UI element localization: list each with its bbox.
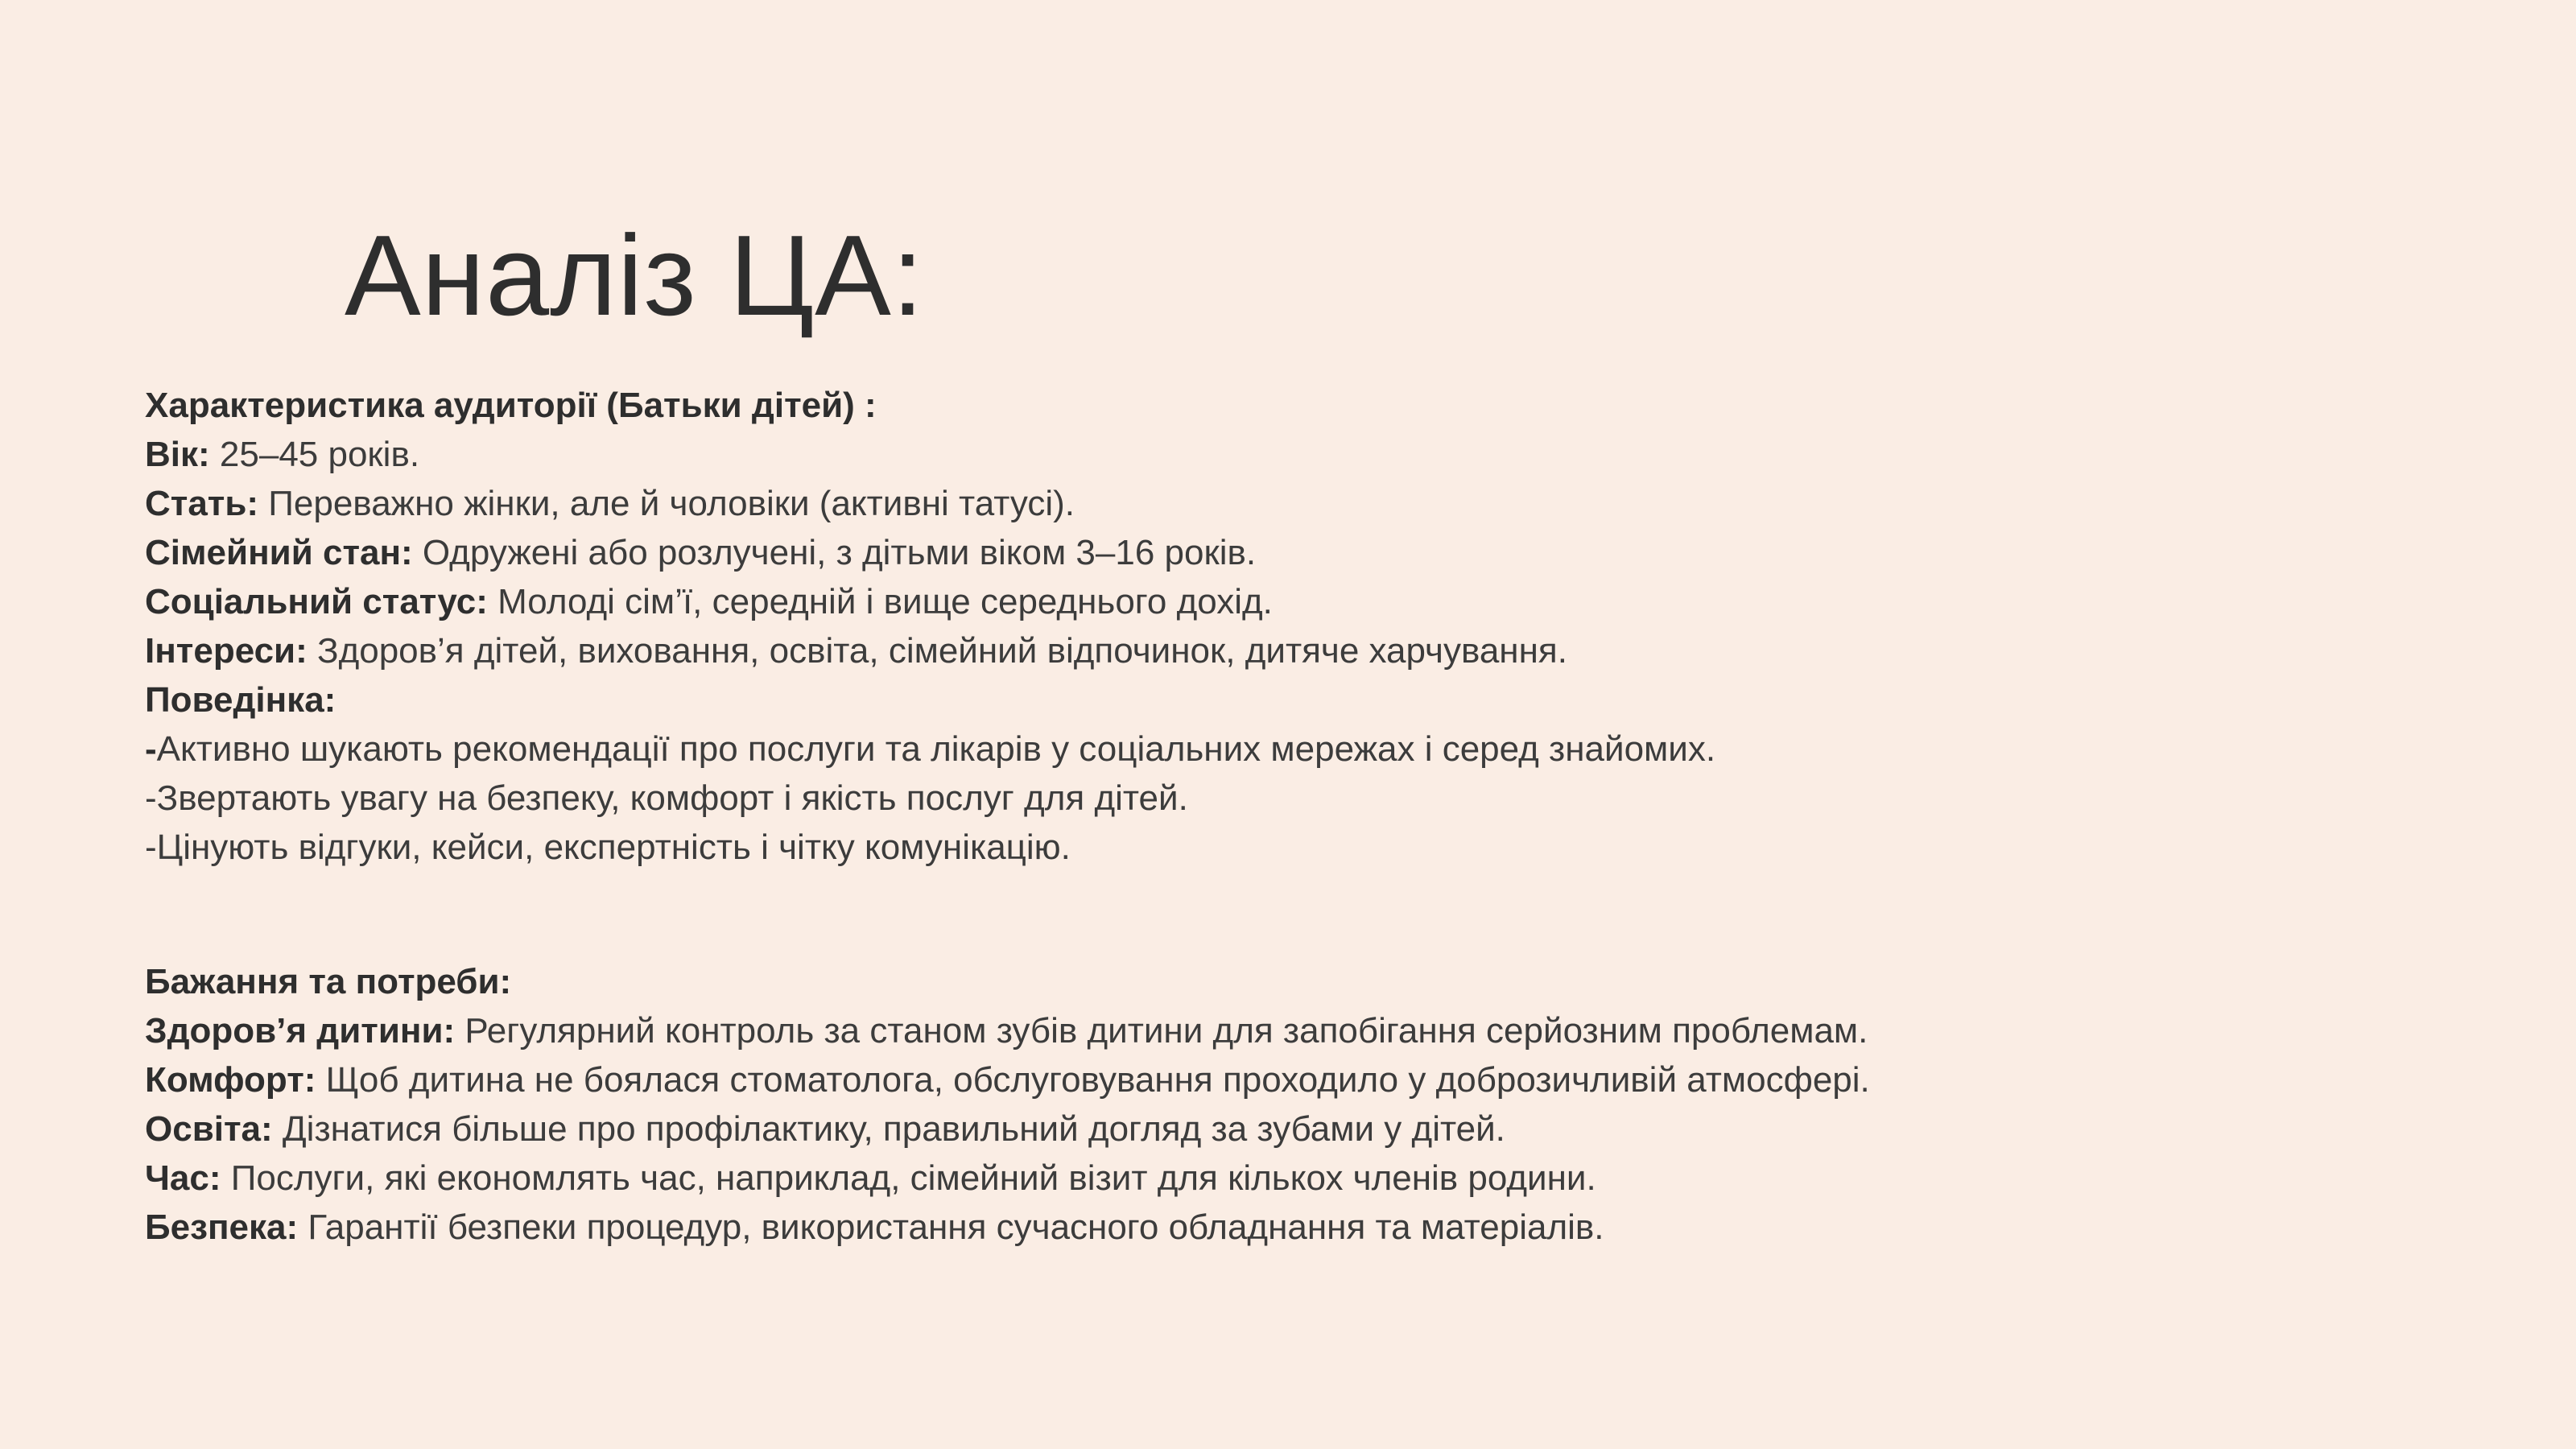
need-safety	[145, 1203, 2004, 1252]
age-label: Вік:	[145, 435, 210, 474]
slide-content	[145, 381, 2004, 1252]
social-label: Соціальний статус:	[145, 582, 488, 621]
section-spacer	[145, 872, 2004, 957]
behavior-item-text: Активно шукають рекомендації про послуги та лікарів у соціальних мережах і серед знайомих.	[156, 729, 1716, 769]
age-value: 25–45 років.	[209, 435, 420, 474]
audience-heading	[145, 381, 2004, 430]
behavior-heading	[145, 675, 2004, 724]
comfort-value: Щоб дитина не боялася стоматолога, обслуговування проходило у доброзичливій атмосфері.	[316, 1060, 1870, 1100]
need-comfort	[145, 1055, 2004, 1104]
behavior-item-text: -Цінують відгуки, кейси, експертність і чітку комунікацію.	[145, 828, 1071, 867]
safety-value: Гарантії безпеки процедур, використання сучасного обладнання та матеріалів.	[298, 1208, 1604, 1247]
needs-heading	[145, 957, 2004, 1006]
family-label: Сімейний стан:	[145, 533, 413, 572]
social-value: Молоді сім’ї, середній і вище середнього дохід.	[487, 582, 1273, 621]
audience-heading-text: Характеристика аудиторії (Батьки дітей) :	[145, 386, 877, 425]
slide-title: Аналіз ЦА:	[345, 212, 925, 340]
need-time	[145, 1154, 2004, 1203]
time-label: Час:	[145, 1158, 221, 1198]
behavior-item	[145, 774, 2004, 823]
comfort-label: Комфорт:	[145, 1060, 316, 1100]
audience-family	[145, 528, 2004, 577]
need-education	[145, 1104, 2004, 1154]
audience-gender	[145, 479, 2004, 528]
audience-interests	[145, 626, 2004, 675]
audience-age	[145, 430, 2004, 479]
time-value: Послуги, які економлять час, наприклад, сімейний візит для кількох членів родини.	[221, 1158, 1596, 1198]
interests-value: Здоров’я дітей, виховання, освіта, сімейний відпочинок, дитяче харчування.	[307, 631, 1567, 671]
behavior-dash: -	[145, 729, 157, 769]
behavior-item-text: -Звертають увагу на безпеку, комфорт і якість послуг для дітей.	[145, 778, 1188, 818]
behavior-item	[145, 823, 2004, 872]
interests-label: Інтереси:	[145, 631, 308, 671]
family-value: Одружені або розлучені, з дітьми віком 3–16 років.	[412, 533, 1257, 572]
education-label: Освіта:	[145, 1109, 273, 1149]
health-label: Здоров’я дитини:	[145, 1011, 456, 1051]
health-value: Регулярний контроль за станом зубів дитини для запобігання серйозним проблемам.	[455, 1011, 1868, 1051]
audience-social	[145, 577, 2004, 626]
gender-value: Переважно жінки, але й чоловіки (активні татусі).	[258, 484, 1075, 523]
needs-heading-text: Бажання та потреби:	[145, 962, 512, 1001]
need-health	[145, 1006, 2004, 1055]
safety-label: Безпека:	[145, 1208, 299, 1247]
behavior-item	[145, 724, 2004, 774]
education-value: Дізнатися більше про профілактику, правильний догляд за зубами у дітей.	[272, 1109, 1505, 1149]
behavior-label: Поведінка:	[145, 680, 336, 720]
gender-label: Стать:	[145, 484, 259, 523]
